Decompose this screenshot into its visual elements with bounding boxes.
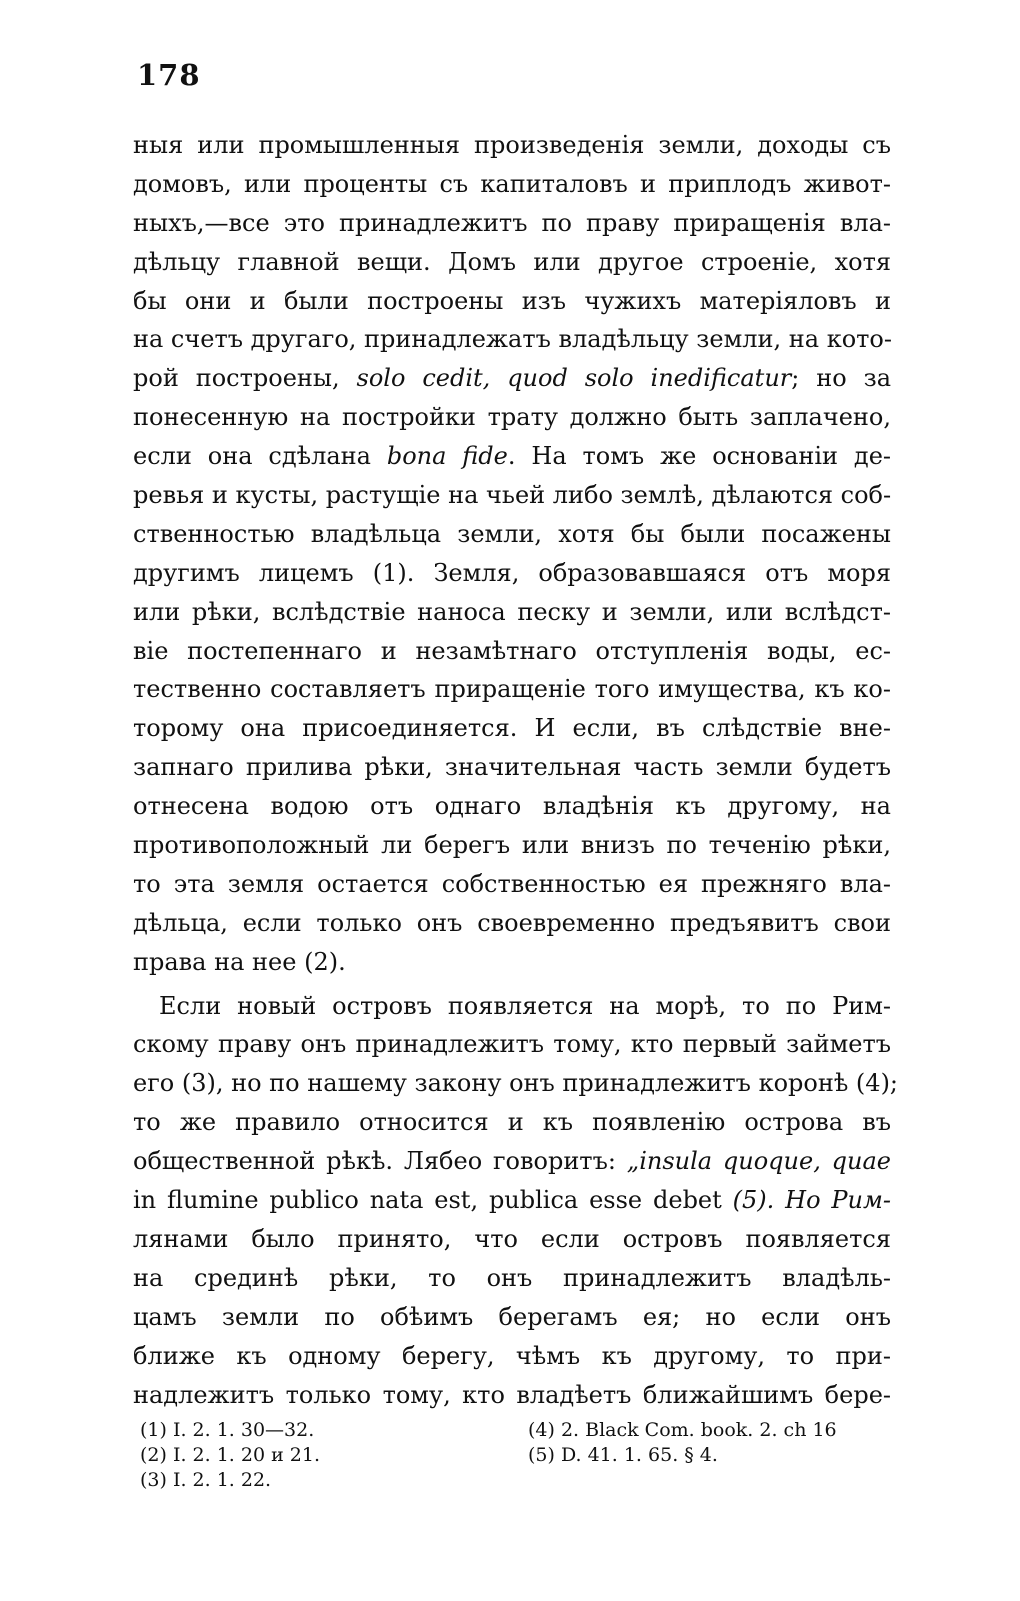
text-line: [133, 1142, 891, 1181]
italic-segment: solo cedit, quod solo inedificatur: [356, 364, 792, 393]
text-line: [133, 670, 891, 709]
text-segment: запнаго прилива рѣки, значительная часть земли будетъ: [133, 753, 891, 782]
text-line: [133, 1337, 891, 1376]
text-line: [133, 282, 891, 321]
page-number: 178: [137, 58, 201, 92]
footnote: (4) 2. Black Com. book. 2. ch 16: [528, 1419, 837, 1441]
text-line: [133, 398, 891, 437]
text-line: [133, 865, 891, 904]
text-segment: скому праву онъ принадлежитъ тому, кто первый займетъ: [133, 1030, 891, 1059]
text-segment: цамъ земли по обѣимъ берегамъ ея; но если онъ: [133, 1302, 891, 1331]
text-segment: дѣльца, если только онъ своевременно предъявитъ свои: [133, 908, 891, 937]
text-segment: лянами было принято, что если островъ появляется: [133, 1224, 891, 1253]
text-line: [133, 709, 891, 748]
text-line: [133, 359, 891, 398]
text-segment: in flumine publico nata est, publica esse debet: [133, 1186, 722, 1215]
text-segment: віе постепеннаго и незамѣтнаго отступленія воды, ес-: [133, 636, 891, 665]
footnotes-right-column: [528, 1418, 837, 1468]
italic-segment: „insula quoque, quae: [626, 1147, 891, 1176]
footnote: (5) D. 41. 1. 65. § 4.: [528, 1444, 718, 1466]
text-segment: другимъ лицемъ (1). Земля, образовавшаяся отъ моря: [133, 558, 891, 587]
text-segment: то эта земля остается собственностью ея прежняго вла-: [133, 869, 891, 898]
text-line: [133, 204, 891, 243]
text-line: [133, 904, 891, 943]
text-line: [133, 1181, 891, 1220]
italic-segment: (5). Но Рим-: [721, 1186, 891, 1215]
text-line: [133, 165, 891, 204]
text-segment: надлежитъ только тому, кто владѣетъ ближайшимъ бере-: [133, 1380, 891, 1409]
text-line: [133, 437, 891, 476]
text-line: [133, 1103, 891, 1142]
paragraph-2: [133, 987, 899, 1415]
text-segment: его (3), но по нашему закону онъ принадлежитъ коронѣ (4);: [133, 1069, 899, 1098]
text-segment: понесенную на постройки трату должно быть заплачено,: [133, 403, 891, 432]
text-line: [133, 826, 891, 865]
text-segment: дѣльцу главной вещи. Домъ или другое строеніе, хотя: [133, 247, 891, 276]
text-segment: домовъ, или проценты съ капиталовъ и приплодъ живот-: [133, 169, 891, 198]
text-segment: торому она присоединяется. И если, въ слѣдствіе вне-: [133, 714, 891, 743]
footnotes-left-column: [140, 1418, 320, 1493]
text-line: [133, 476, 891, 515]
text-line: [133, 1064, 899, 1103]
text-line: [133, 1259, 891, 1298]
text-line: [133, 632, 891, 671]
text-line: [133, 1025, 891, 1064]
text-segment: на счетъ другаго, принадлежатъ владѣльцу земли, на кото-: [133, 325, 892, 354]
text-line: [133, 943, 891, 982]
text-line: [133, 1220, 891, 1259]
text-segment: общественной рѣкѣ. Лябео говоритъ:: [133, 1147, 627, 1176]
text-segment: тественно составляетъ приращеніе того имущества, къ ко-: [133, 675, 891, 704]
text-segment: ; но за: [791, 364, 891, 393]
text-line: [133, 1376, 891, 1415]
text-segment: или рѣки, вслѣдствіе наноса песку и земли, или вслѣдст-: [133, 597, 891, 626]
text-line: [133, 1298, 891, 1337]
text-line: [133, 787, 891, 826]
text-line: [133, 515, 891, 554]
footnote: (3) I. 2. 1. 22.: [140, 1469, 272, 1491]
footnote: (1) I. 2. 1. 30—32.: [140, 1419, 315, 1441]
text-line: [133, 320, 891, 359]
text-segment: ныя или промышленныя произведенія земли, доходы съ: [133, 131, 891, 159]
text-segment: ныхъ,—все это принадлежитъ по праву приращенія вла-: [133, 208, 891, 237]
paragraph-1: [133, 126, 891, 982]
italic-segment: bona fide: [386, 442, 508, 471]
text-segment: отнесена водою отъ однаго владѣнія къ другому, на: [133, 792, 891, 821]
text-line: [133, 748, 891, 787]
text-line: [133, 243, 891, 282]
text-segment: . На томъ же основаніи де-: [507, 442, 892, 471]
text-segment: права на нее (2).: [133, 947, 346, 976]
body-text: [133, 126, 899, 1414]
text-line: [133, 593, 891, 632]
text-segment: Если новый островъ появляется на морѣ, то по Рим-: [159, 991, 891, 1020]
text-segment: ственностью владѣльца земли, хотя бы были посажены: [133, 519, 891, 548]
text-segment: бы они и были построены изъ чужихъ матеріяловъ и: [133, 286, 891, 315]
text-segment: то же правило относится и къ появленію острова въ: [133, 1108, 891, 1137]
text-segment: ревья и кусты, растущіе на чьей либо землѣ, дѣлаются соб-: [133, 481, 892, 510]
text-segment: рой построены,: [133, 364, 357, 393]
text-line: [133, 987, 891, 1026]
footnote: (2) I. 2. 1. 20 и 21.: [140, 1444, 321, 1466]
text-segment: ближе къ одному берегу, чѣмъ къ другому, то при-: [133, 1341, 891, 1370]
text-segment: на срединѣ рѣки, то онъ принадлежитъ владѣль-: [133, 1263, 891, 1292]
text-segment: если она сдѣлана: [133, 442, 387, 471]
text-line: [133, 126, 891, 165]
text-line: [133, 554, 891, 593]
text-segment: противоположный ли берегъ или внизъ по теченію рѣки,: [133, 831, 891, 860]
